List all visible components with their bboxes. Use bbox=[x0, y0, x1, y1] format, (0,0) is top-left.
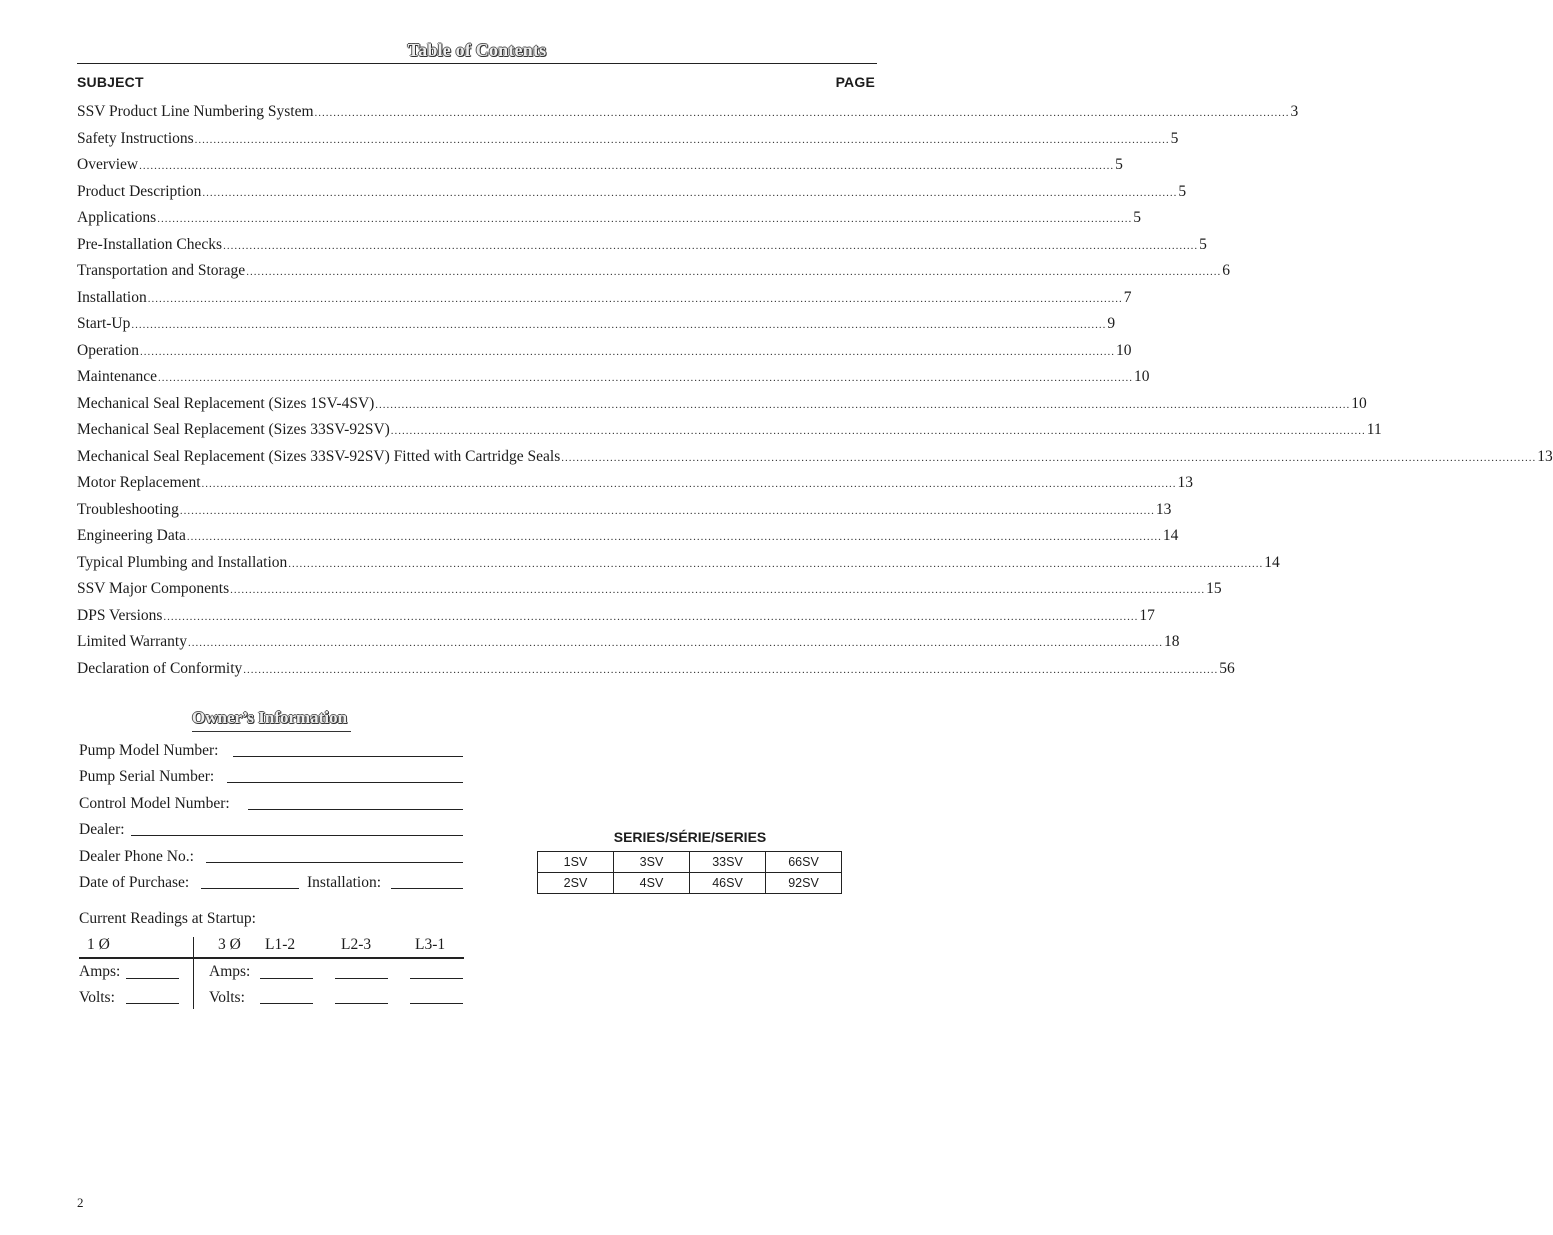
pump-serial-field[interactable] bbox=[227, 782, 463, 783]
toc-title: Table of Contents bbox=[407, 40, 547, 60]
toc-entry-page: 5 bbox=[1199, 235, 1207, 253]
series-cell: 2SV bbox=[538, 873, 614, 894]
series-table bbox=[537, 851, 842, 894]
toc-entry-subject: Maintenance bbox=[77, 368, 158, 385]
pump-serial-label: Pump Serial Number: bbox=[79, 768, 215, 785]
toc-entry-page: 7 bbox=[1123, 288, 1132, 306]
toc-leader-dots: .................................................................................................................................................................................................................................................................... bbox=[163, 610, 1139, 623]
toc-entry-subject: Mechanical Seal Replacement (Sizes 33SV-92SV) bbox=[77, 421, 390, 438]
toc-list bbox=[77, 103, 1553, 686]
toc-entry-page: 10 bbox=[1115, 341, 1132, 359]
toc-title-rule bbox=[77, 63, 877, 64]
toc-leader-dots: .................................................................................................................................................................................................................................................................... bbox=[131, 319, 1107, 331]
toc-entry[interactable] bbox=[77, 500, 1172, 528]
series-title: SERIES/SÉRIE/SERIES bbox=[613, 829, 767, 845]
readings-title: Current Readings at Startup: bbox=[79, 910, 256, 927]
toc-entry[interactable] bbox=[77, 315, 1116, 342]
toc-leader-dots: .................................................................................................................................................................................................................................................................... bbox=[243, 663, 1219, 676]
toc-entry-subject: Installation bbox=[77, 288, 147, 306]
toc-entry-subject: Mechanical Seal Replacement (Sizes 33SV-92SV) Fitted with Cartridge Seals bbox=[77, 447, 561, 465]
toc-entry-page: 6 bbox=[1222, 262, 1230, 279]
toc-entry-subject: Mechanical Seal Replacement (Sizes 1SV-4SV) bbox=[77, 394, 375, 412]
toc-entry-subject: Safety Instructions bbox=[77, 129, 194, 147]
toc-leader-dots: .................................................................................................................................................................................................................................................................... bbox=[147, 292, 1123, 305]
toc-entry[interactable] bbox=[77, 447, 1553, 475]
toc-entry[interactable] bbox=[77, 288, 1132, 316]
toc-entry-subject: Operation bbox=[77, 341, 139, 359]
toc-entry-page: 5 bbox=[1115, 156, 1123, 173]
toc-entry-page: 14 bbox=[1162, 527, 1179, 544]
series-cell: 1SV bbox=[538, 852, 614, 873]
toc-entry-subject: Pre-Installation Checks bbox=[77, 235, 223, 253]
series-cell: 92SV bbox=[766, 873, 842, 894]
toc-entry-subject: Declaration of Conformity bbox=[77, 659, 243, 677]
toc-entry-page: 15 bbox=[1206, 580, 1222, 597]
page-number: 2 bbox=[77, 1195, 84, 1210]
series-row bbox=[538, 873, 842, 894]
toc-entry-page: 13 bbox=[1155, 500, 1172, 518]
toc-entry[interactable] bbox=[77, 394, 1367, 422]
toc-entry[interactable] bbox=[77, 659, 1235, 687]
toc-entry-subject: Transportation and Storage bbox=[77, 262, 246, 279]
three-phase-amps-label: Amps: bbox=[209, 963, 251, 980]
toc-entry[interactable] bbox=[77, 421, 1382, 448]
toc-leader-dots: .................................................................................................................................................................................................................................................................... bbox=[187, 637, 1163, 649]
toc-entry-subject: Typical Plumbing and Installation bbox=[77, 553, 288, 571]
amps-l1-2-field[interactable] bbox=[260, 978, 313, 979]
l2-3-header: L2-3 bbox=[341, 936, 372, 953]
single-phase-header: 1 Ø bbox=[87, 936, 110, 953]
toc-leader-dots: .................................................................................................................................................................................................................................................................... bbox=[202, 186, 1178, 199]
l1-2-header: L1-2 bbox=[265, 936, 296, 953]
toc-entry[interactable] bbox=[77, 474, 1194, 501]
toc-entry-page: 13 bbox=[1537, 447, 1553, 465]
toc-leader-dots: .................................................................................................................................................................................................................................................................... bbox=[139, 345, 1115, 358]
dealer-label: Dealer: bbox=[79, 821, 125, 838]
toc-leader-dots: .................................................................................................................................................................................................................................................................... bbox=[288, 557, 1264, 570]
control-model-field[interactable] bbox=[248, 809, 463, 810]
readings-header-rule bbox=[79, 957, 464, 959]
toc-entry[interactable] bbox=[77, 262, 1230, 289]
toc-entry-page: 14 bbox=[1264, 553, 1280, 571]
owner-info-title-underline bbox=[192, 731, 351, 732]
series-cell: 3SV bbox=[614, 852, 690, 873]
page-column-header: PAGE bbox=[835, 74, 875, 90]
single-phase-amps-label: Amps: bbox=[79, 963, 121, 980]
toc-entry-subject: Troubleshooting bbox=[77, 500, 179, 518]
pump-model-label: Pump Model Number: bbox=[79, 742, 219, 759]
series-cell: 46SV bbox=[690, 873, 766, 894]
toc-leader-dots: .................................................................................................................................................................................................................................................................... bbox=[186, 531, 1162, 543]
series-cell: 4SV bbox=[614, 873, 690, 894]
toc-leader-dots: .................................................................................................................................................................................................................................................................... bbox=[179, 504, 1155, 517]
amps-l3-1-field[interactable] bbox=[410, 978, 463, 979]
toc-entry[interactable] bbox=[77, 633, 1180, 660]
toc-leader-dots: .................................................................................................................................................................................................................................................................... bbox=[561, 451, 1537, 464]
purchase-date-label: Date of Purchase: bbox=[79, 874, 190, 891]
series-cell: 33SV bbox=[690, 852, 766, 873]
toc-entry-subject: SSV Major Components bbox=[77, 580, 230, 597]
toc-entry-page: 9 bbox=[1107, 315, 1116, 332]
volts-l1-2-field[interactable] bbox=[260, 1003, 313, 1004]
toc-entry[interactable] bbox=[77, 129, 1179, 157]
toc-leader-dots: .................................................................................................................................................................................................................................................................... bbox=[375, 398, 1351, 411]
toc-entry[interactable] bbox=[77, 103, 1299, 130]
toc-entry-subject: Limited Warranty bbox=[77, 633, 187, 650]
toc-entry-page: 11 bbox=[1366, 421, 1382, 438]
toc-entry[interactable] bbox=[77, 182, 1187, 210]
toc-leader-dots: .................................................................................................................................................................................................................................................................... bbox=[230, 584, 1206, 596]
toc-entry-page: 18 bbox=[1163, 633, 1180, 650]
toc-leader-dots: .................................................................................................................................................................................................................................................................... bbox=[194, 133, 1170, 146]
toc-entry-subject: Motor Replacement bbox=[77, 474, 201, 491]
owner-info-title: Owner’s Information bbox=[192, 708, 348, 727]
single-phase-volts-label: Volts: bbox=[79, 989, 115, 1006]
toc-entry-page: 13 bbox=[1177, 474, 1194, 491]
amps-l2-3-field[interactable] bbox=[335, 978, 388, 979]
series-row bbox=[538, 852, 842, 873]
installation-field[interactable] bbox=[391, 888, 463, 889]
toc-entry[interactable] bbox=[77, 527, 1179, 554]
toc-leader-dots: .................................................................................................................................................................................................................................................................... bbox=[246, 266, 1222, 278]
toc-entry-subject: Engineering Data bbox=[77, 527, 186, 544]
toc-entry[interactable] bbox=[77, 235, 1207, 263]
toc-entry[interactable] bbox=[77, 368, 1150, 395]
readings-divider bbox=[193, 937, 194, 1009]
dealer-field[interactable] bbox=[131, 835, 463, 836]
single-phase-volts-field[interactable] bbox=[126, 1003, 179, 1004]
toc-entry-subject: Start-Up bbox=[77, 315, 131, 332]
toc-entry-subject: Applications bbox=[77, 209, 157, 226]
toc-entry-page: 56 bbox=[1219, 659, 1235, 677]
toc-entry[interactable] bbox=[77, 553, 1280, 581]
toc-entry[interactable] bbox=[77, 606, 1155, 634]
toc-entry-page: 10 bbox=[1134, 368, 1150, 385]
toc-leader-dots: .................................................................................................................................................................................................................................................................... bbox=[158, 372, 1134, 384]
dealer-phone-label: Dealer Phone No.: bbox=[79, 848, 194, 865]
toc-entry-subject: Overview bbox=[77, 156, 139, 173]
toc-leader-dots: .................................................................................................................................................................................................................................................................... bbox=[139, 160, 1115, 172]
single-phase-amps-field[interactable] bbox=[126, 978, 179, 979]
purchase-date-field[interactable] bbox=[201, 888, 299, 889]
series-cell: 66SV bbox=[766, 852, 842, 873]
toc-leader-dots: .................................................................................................................................................................................................................................................................... bbox=[157, 213, 1133, 225]
toc-leader-dots: .................................................................................................................................................................................................................................................................... bbox=[314, 107, 1290, 119]
toc-leader-dots: .................................................................................................................................................................................................................................................................... bbox=[201, 478, 1177, 490]
toc-entry[interactable] bbox=[77, 580, 1222, 607]
subject-column-header: SUBJECT bbox=[77, 74, 144, 90]
toc-leader-dots: .................................................................................................................................................................................................................................................................... bbox=[223, 239, 1199, 252]
three-phase-volts-label: Volts: bbox=[209, 989, 245, 1006]
control-model-label: Control Model Number: bbox=[79, 795, 230, 812]
installation-label: Installation: bbox=[307, 874, 382, 891]
pump-model-field[interactable] bbox=[233, 756, 463, 757]
toc-entry[interactable] bbox=[77, 156, 1123, 183]
toc-entry-page: 3 bbox=[1290, 103, 1299, 120]
toc-leader-dots: .................................................................................................................................................................................................................................................................... bbox=[390, 425, 1366, 437]
toc-entry-subject: SSV Product Line Numbering System bbox=[77, 103, 314, 120]
toc-entry-subject: Product Description bbox=[77, 182, 202, 200]
volts-l3-1-field[interactable] bbox=[410, 1003, 463, 1004]
toc-entry-subject: DPS Versions bbox=[77, 606, 163, 624]
volts-l2-3-field[interactable] bbox=[335, 1003, 388, 1004]
toc-entry-page: 5 bbox=[1170, 129, 1179, 147]
toc-entry-page: 10 bbox=[1351, 394, 1367, 412]
three-phase-header: 3 Ø bbox=[218, 936, 241, 953]
l3-1-header: L3-1 bbox=[415, 936, 446, 953]
toc-entry[interactable] bbox=[77, 341, 1132, 369]
toc-entry-page: 17 bbox=[1139, 606, 1155, 624]
dealer-phone-field[interactable] bbox=[206, 862, 463, 863]
toc-entry-page: 5 bbox=[1133, 209, 1141, 226]
toc-entry-page: 5 bbox=[1178, 182, 1187, 200]
toc-entry[interactable] bbox=[77, 209, 1141, 236]
